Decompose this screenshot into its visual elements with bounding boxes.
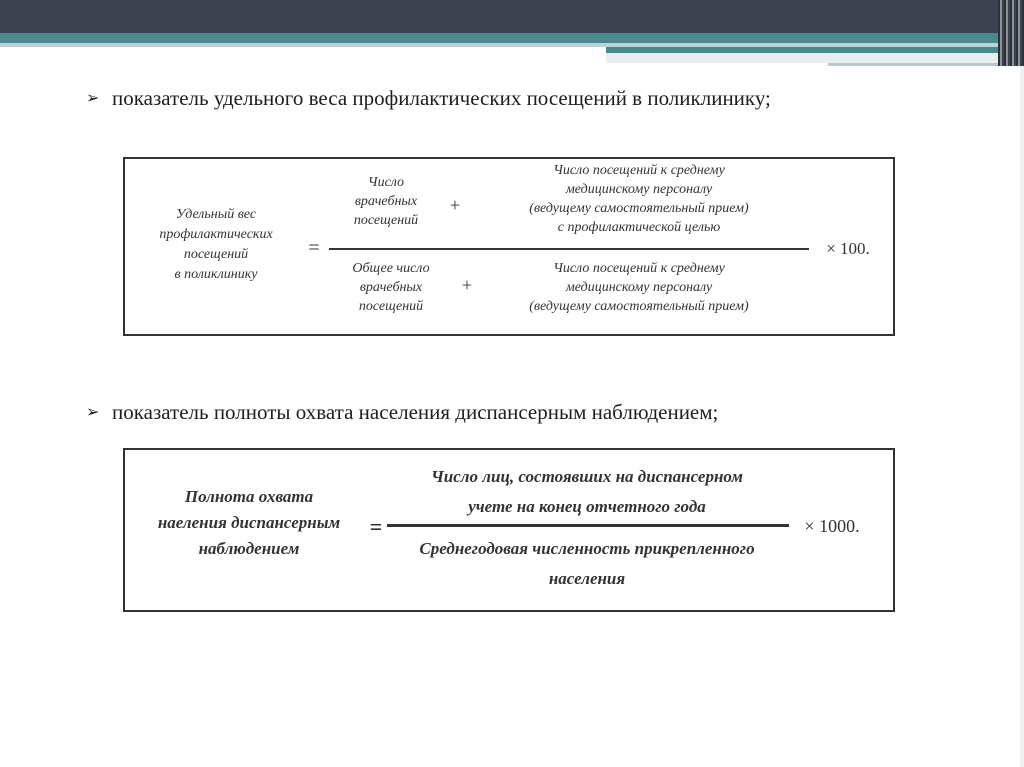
slide-right-edge bbox=[1020, 66, 1024, 767]
term-line: Среднегодовая численность прикрепленного bbox=[419, 539, 755, 558]
header-accent-light bbox=[606, 53, 1024, 63]
denominator-term-b bbox=[469, 259, 809, 316]
header-band-dark bbox=[0, 0, 1024, 33]
header-vertical-stripes bbox=[998, 0, 1024, 66]
term-line: (ведущему самостоятельный прием) bbox=[529, 201, 749, 216]
formula-preventive-visits-share bbox=[123, 157, 895, 336]
header-band-teal bbox=[0, 33, 1024, 43]
formula-lhs bbox=[129, 205, 303, 285]
term-line: медицинскому персоналу bbox=[565, 182, 713, 197]
lhs-line: в поликлинику bbox=[174, 267, 258, 282]
term-line: врачебных bbox=[354, 194, 418, 209]
arrow-bullet-icon: ➢ bbox=[86, 402, 100, 421]
numerator-term-b bbox=[469, 161, 809, 237]
header-accent-thin bbox=[828, 63, 1024, 66]
denominator bbox=[387, 534, 787, 594]
bullet-text: показатель удельного веса профилактических посещений в поликлинику; bbox=[112, 86, 771, 110]
fraction-bar bbox=[329, 248, 809, 250]
term-line: Число bbox=[367, 175, 405, 190]
lhs-line: Удельный вес bbox=[175, 207, 257, 222]
term-line: (ведущему самостоятельный прием) bbox=[529, 299, 749, 314]
lhs-line: профилактических bbox=[159, 227, 273, 242]
plus-sign: + bbox=[461, 275, 473, 295]
bullet-text: показатель полноты охвата населения диспансерным наблюдением; bbox=[112, 400, 719, 424]
numerator bbox=[387, 462, 787, 522]
denominator-term-a bbox=[331, 259, 451, 316]
formula-lhs bbox=[129, 484, 369, 562]
arrow-bullet-icon: ➢ bbox=[86, 88, 100, 107]
lhs-line: посещений bbox=[183, 247, 249, 262]
term-line: посещений bbox=[358, 299, 424, 314]
term-line: Число посещений к среднему bbox=[553, 163, 725, 178]
numerator-term-a bbox=[331, 173, 441, 230]
multiplier: × 1000. bbox=[804, 516, 860, 536]
equals-sign: = bbox=[308, 237, 320, 259]
lhs-line: Полнота охвата bbox=[184, 487, 314, 506]
term-line: с профилактической целью bbox=[557, 220, 721, 235]
lhs-line: наблюдением bbox=[198, 539, 300, 558]
term-line: Число посещений к среднему bbox=[553, 261, 725, 276]
multiplier: × 100. bbox=[826, 239, 870, 258]
equals-sign: = bbox=[369, 514, 383, 539]
term-line: врачебных bbox=[359, 280, 423, 295]
lhs-line: наеления диспансерным bbox=[157, 513, 341, 532]
bullet-dispensary-coverage bbox=[86, 398, 986, 426]
term-line: населения bbox=[548, 569, 626, 588]
term-line: Число лиц, состоявших на диспансерном bbox=[431, 467, 743, 486]
plus-sign: + bbox=[449, 195, 461, 215]
fraction-bar bbox=[387, 524, 789, 527]
term-line: учете на конец отчетного года bbox=[468, 497, 706, 516]
formula-dispensary-coverage bbox=[123, 448, 895, 612]
term-line: медицинскому персоналу bbox=[565, 280, 713, 295]
term-line: посещений bbox=[353, 213, 419, 228]
term-line: Общее число bbox=[352, 261, 430, 276]
bullet-preventive-visits bbox=[86, 84, 846, 112]
